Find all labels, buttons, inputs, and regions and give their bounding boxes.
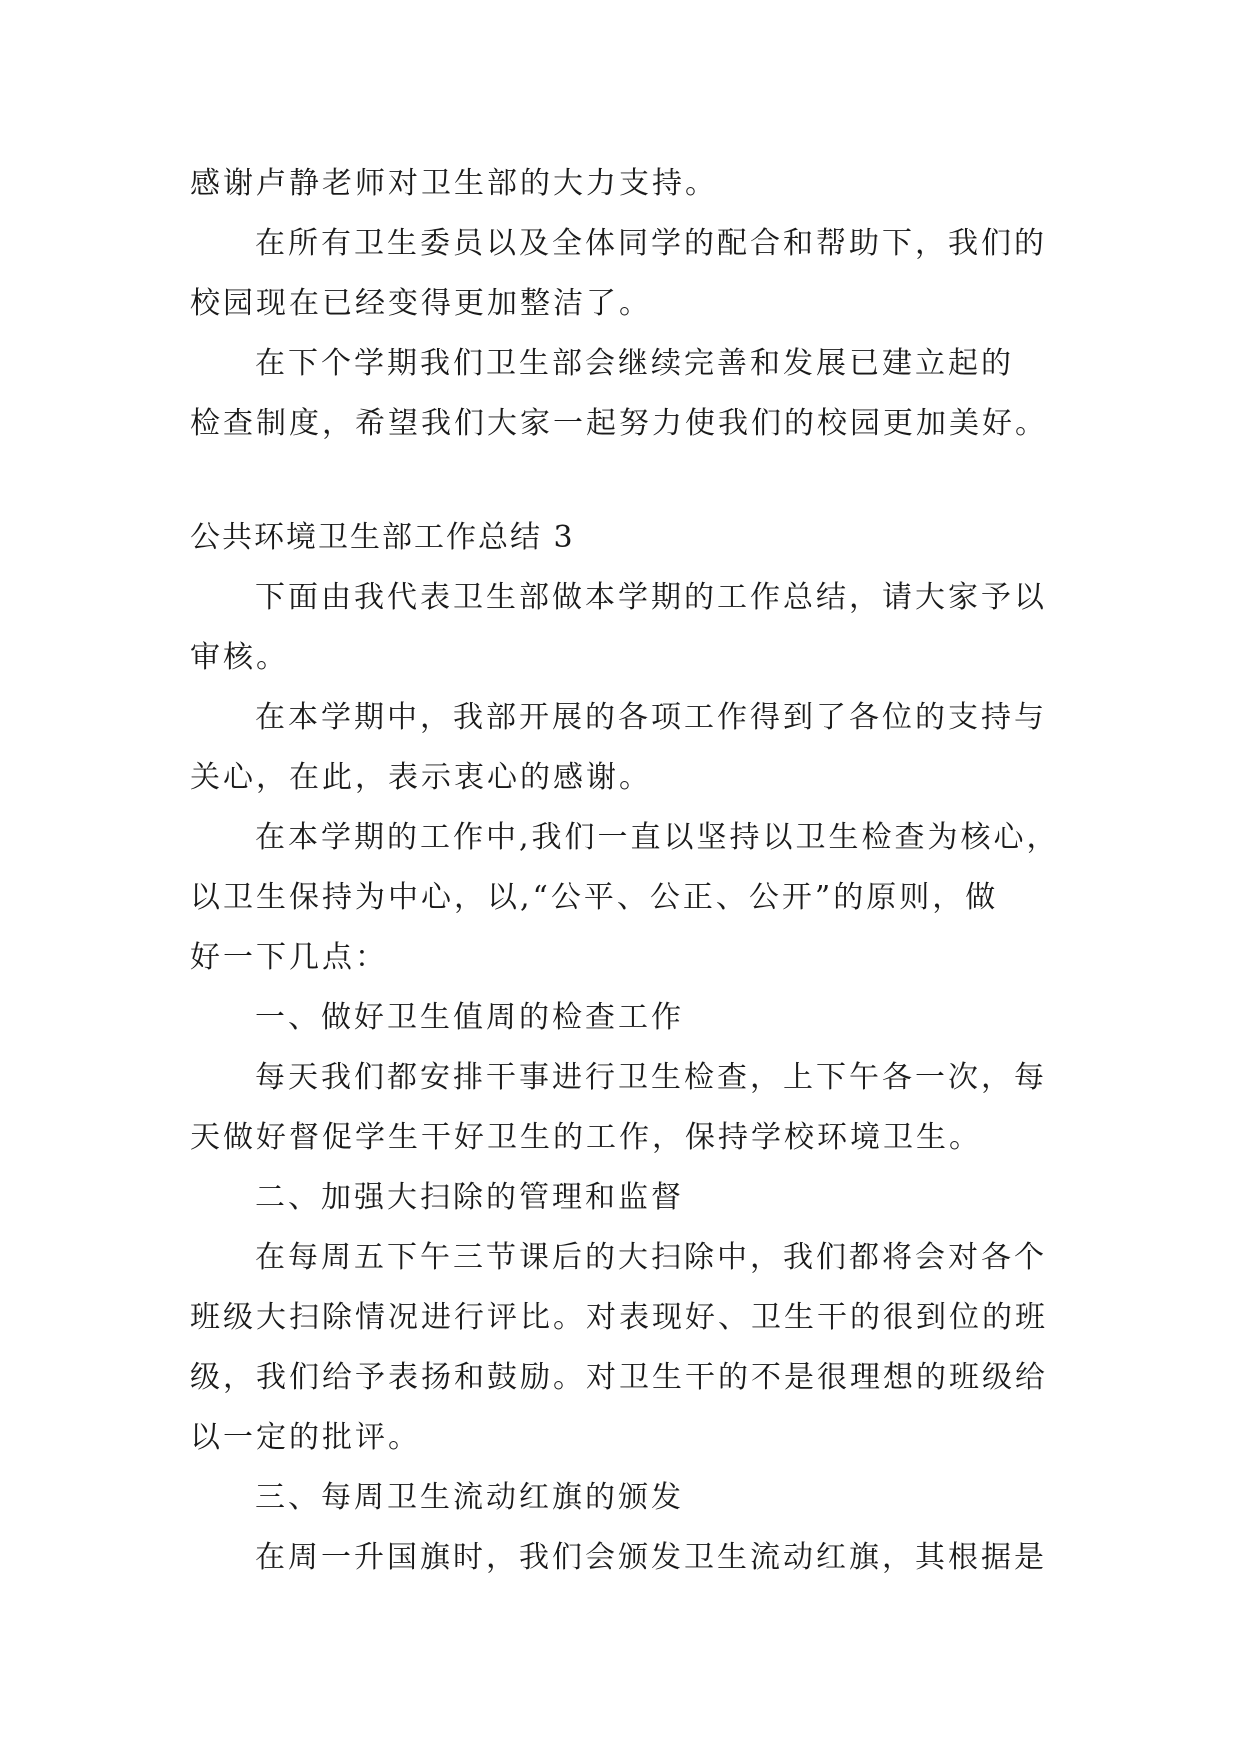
paragraph-line: 天做好督促学生干好卫生的工作，保持学校环境卫生。 bbox=[190, 1120, 982, 1155]
subsection-heading: 一、做好卫生值周的检查工作 bbox=[255, 1000, 684, 1035]
paragraph-line: 下面由我代表卫生部做本学期的工作总结，请大家予以 bbox=[255, 580, 1047, 615]
paragraph-line: 在每周五下午三节课后的大扫除中，我们都将会对各个 bbox=[255, 1240, 1047, 1275]
paragraph-line: 班级大扫除情况进行评比。对表现好、卫生干的很到位的班 bbox=[190, 1300, 1048, 1335]
paragraph-line: 校园现在已经变得更加整洁了。 bbox=[190, 286, 652, 321]
subsection-heading: 二、加强大扫除的管理和监督 bbox=[255, 1180, 684, 1215]
paragraph-line: 在周一升国旗时，我们会颁发卫生流动红旗，其根据是 bbox=[255, 1540, 1047, 1575]
paragraph-line: 审核。 bbox=[190, 640, 289, 675]
paragraph-line: 在所有卫生委员以及全体同学的配合和帮助下，我们的 bbox=[255, 226, 1047, 261]
section-heading: 公共环境卫生部工作总结 3 bbox=[190, 520, 575, 555]
subsection-heading: 三、每周卫生流动红旗的颁发 bbox=[255, 1480, 684, 1515]
paragraph-line: 关心，在此，表示衷心的感谢。 bbox=[190, 760, 652, 795]
paragraph-line: 检查制度，希望我们大家一起努力使我们的校园更加美好。 bbox=[190, 406, 1048, 441]
paragraph-line: 在本学期中，我部开展的各项工作得到了各位的支持与 bbox=[255, 700, 1047, 735]
paragraph-line: 在下个学期我们卫生部会继续完善和发展已建立起的 bbox=[255, 346, 1014, 381]
paragraph-line: 以一定的批评。 bbox=[190, 1420, 421, 1455]
paragraph-line: 在本学期的工作中,我们一直以坚持以卫生检查为核心， bbox=[255, 820, 1060, 855]
paragraph-line: 每天我们都安排干事进行卫生检查，上下午各一次，每 bbox=[255, 1060, 1047, 1095]
paragraph-line: 好一下几点： bbox=[190, 940, 388, 975]
paragraph-line: 以卫生保持为中心，以,“公平、公正、公开”的原则，做 bbox=[190, 880, 999, 915]
paragraph-line: 级，我们给予表扬和鼓励。对卫生干的不是很理想的班级给 bbox=[190, 1360, 1048, 1395]
paragraph-line: 感谢卢静老师对卫生部的大力支持。 bbox=[190, 166, 718, 201]
